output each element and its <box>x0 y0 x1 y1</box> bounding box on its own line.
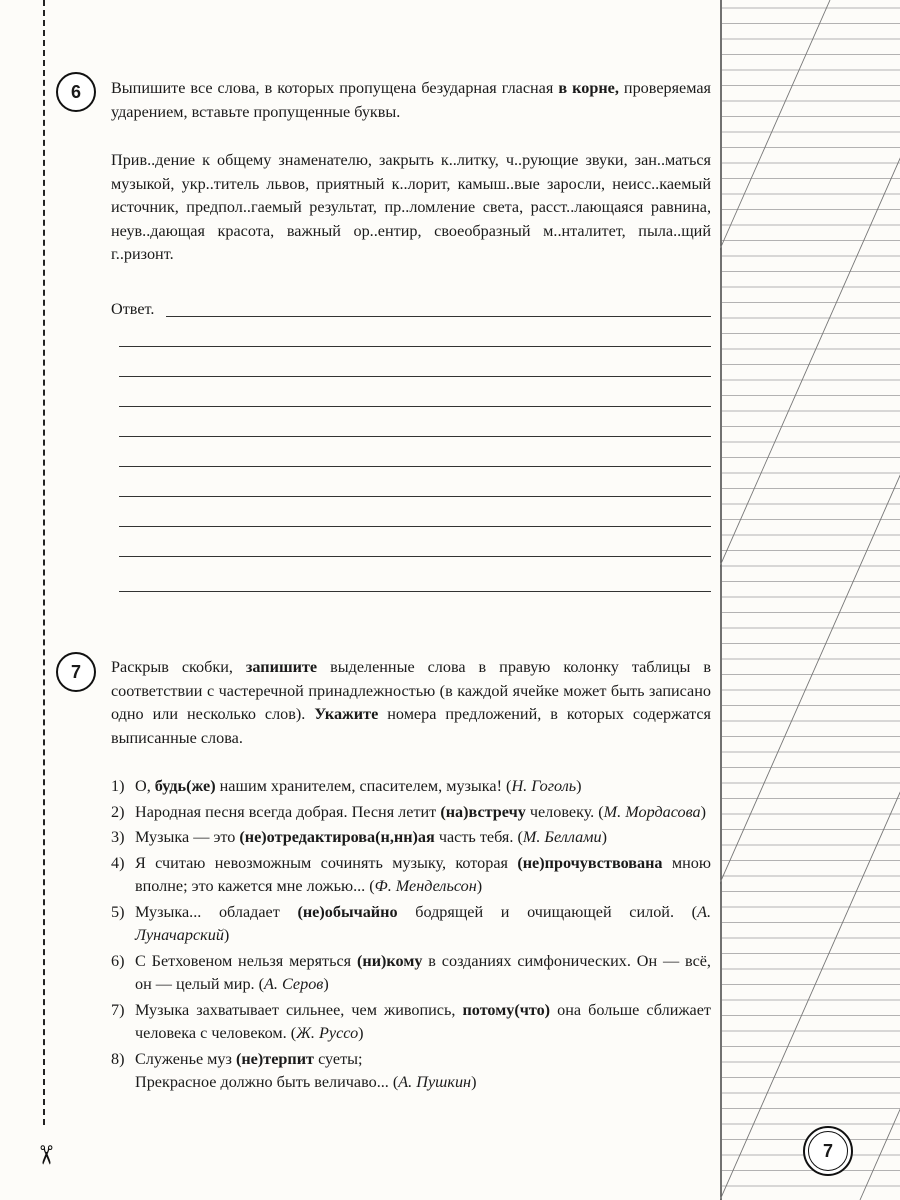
list-item: 6) С Бетховеном нельзя меряться (ни)кому в созданиях симфонических. Он — всё, он — целый мир. (А. Серов) <box>111 951 711 993</box>
scissors-icon: ✂ <box>30 1144 60 1166</box>
answer-line[interactable] <box>119 496 711 497</box>
list-item: 1) О, будь(же) нашим хранителем, спасителем, музыка! (Н. Гоголь) <box>111 777 582 795</box>
margin-slant-line <box>720 0 830 1200</box>
answer-line[interactable] <box>166 316 711 317</box>
answer-line[interactable] <box>119 526 711 527</box>
answer-label: Ответ. <box>111 300 155 318</box>
sentence-list <box>111 775 711 1097</box>
list-item: 5) Музыка... обладает (не)обычайно бодрящей и очищающей силой. (А. Луначарский) <box>111 902 711 944</box>
task-number-6: 6 <box>56 72 96 112</box>
task6-words: Прив..дение к общему знаменателю, закрыть к..литку, ч..рующие звуки, зан..маться музыкой, укр..титель львов, приятный к..лорит, камыш..вые заросли, неисс..каемый источник, предпол..гаемый результат, пр..ломление света, расст..лающаяся равнина, неув..дающая красота, важный ор..ентир, своеобразный м..нталитет, пыла..щий г..ризонт. <box>111 151 711 263</box>
list-item: 2) Народная песня всегда добрая. Песня летит (на)встречу человеку. (М. Мордасова) <box>111 802 707 821</box>
task6-instruction: Выпишите все слова, в которых пропущена безударная гласная в корне, проверяемая ударением, вставьте пропущенные буквы. <box>111 79 711 121</box>
list-item: 4) Я считаю невозможным сочинять музыку, которая (не)прочувствована мною вполне; это кажется мне ложью... (Ф. Мендельсон) <box>111 853 711 895</box>
answer-line[interactable] <box>119 406 711 407</box>
list-item: 7) Музыка захватывает сильнее, чем живопись, потому(что) она больше сближает человека с человеком. (Ж. Руссо) <box>111 1000 711 1042</box>
margin-slant-line <box>720 0 900 1200</box>
list-item: 3) Музыка — это (не)отредактирова(н,нн)ая часть тебя. (М. Беллами) <box>111 828 607 846</box>
margin-writing-lines <box>720 0 900 1200</box>
answer-line[interactable] <box>119 556 711 557</box>
margin-slant-line <box>860 0 900 1200</box>
page-number: 7 <box>803 1126 853 1176</box>
margin-slant-line <box>720 0 900 1200</box>
answer-line[interactable] <box>119 466 711 467</box>
answer-line[interactable] <box>119 376 711 377</box>
task-number-7: 7 <box>56 652 96 692</box>
margin-slant-line <box>720 0 900 1200</box>
list-item: 8) Служенье муз (не)терпит суеты; Прекрасное должно быть величаво... (А. Пушкин) <box>111 1049 477 1091</box>
answer-line[interactable] <box>119 346 711 347</box>
task7-instruction: Раскрыв скобки, запишите выделенные слова в правую колонку таблицы в соответствии с частеречной принадлежностью (в каждой ячейке может быть записано одно или несколько слов). Укажите номера предложений, в которых содержатся выписанные слова. <box>111 658 711 747</box>
cut-line <box>43 0 45 1125</box>
answer-line[interactable] <box>119 591 711 592</box>
answer-line[interactable] <box>119 436 711 437</box>
